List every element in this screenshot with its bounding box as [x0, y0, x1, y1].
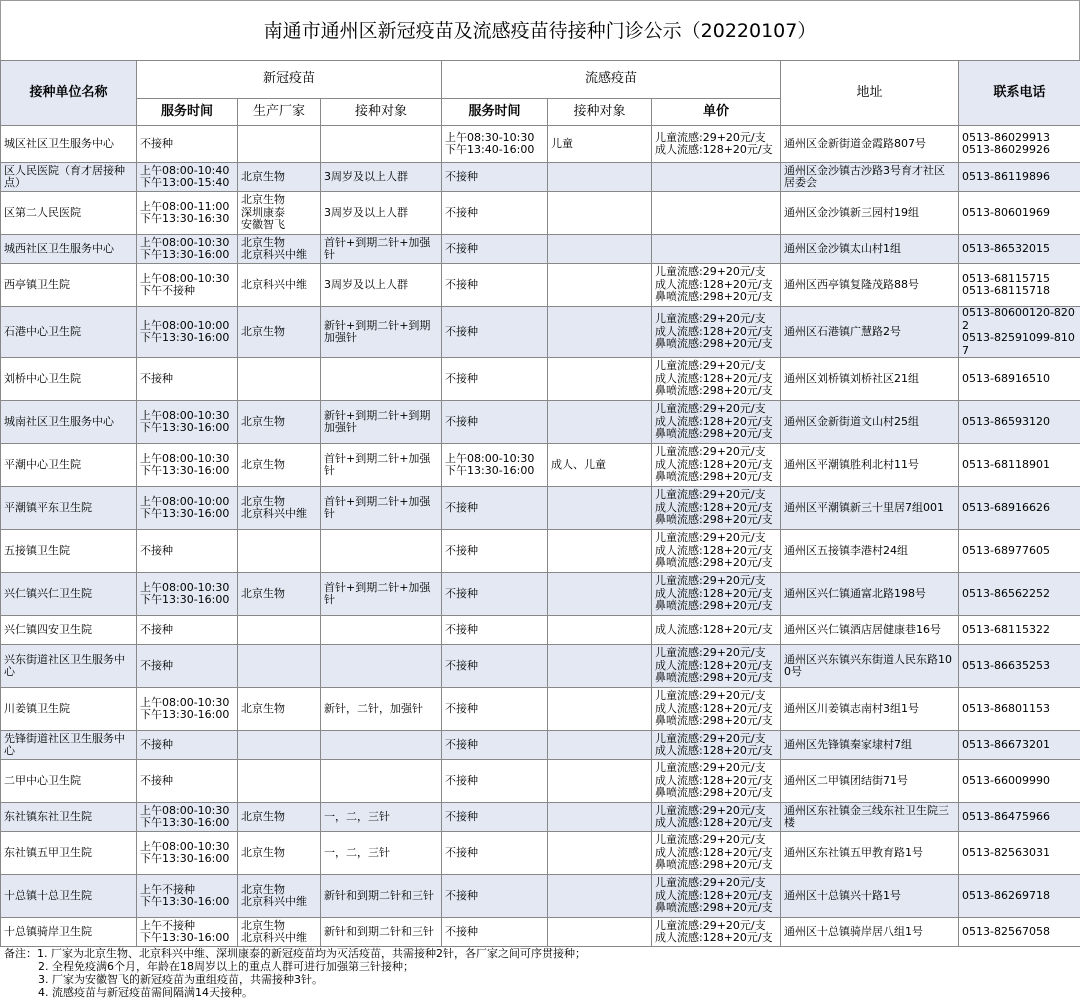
address-cell: 通州区金沙镇古沙路3号育才社区居委会	[781, 163, 959, 192]
header-covid-target: 接种对象	[321, 99, 442, 126]
clinic-table	[0, 60, 1080, 947]
flu-target-cell	[548, 192, 652, 235]
flu-price-cell	[652, 192, 781, 235]
covid-time-cell: 上午08:00-10:00 下午13:30-16:00	[137, 487, 238, 530]
page-title: 南通市通州区新冠疫苗及流感疫苗待接种门诊公示（20220107）	[0, 0, 1080, 60]
table-row	[1, 358, 1080, 401]
address-cell: 通州区兴仁镇酒店居健康巷16号	[781, 616, 959, 645]
phone-cell: 0513-82563031	[959, 832, 1080, 875]
unit-cell: 城南社区卫生服务中心	[1, 401, 137, 444]
flu-time-cell: 不接种	[442, 803, 548, 832]
table-row	[1, 918, 1080, 947]
covid-target-cell: 新针，二针，加强针	[321, 688, 442, 731]
flu-time-cell: 不接种	[442, 307, 548, 358]
flu-time-cell: 不接种	[442, 192, 548, 235]
phone-cell: 0513-82567058	[959, 918, 1080, 947]
covid-maker-cell: 北京生物 北京科兴中维	[238, 918, 321, 947]
covid-maker-cell: 北京生物 北京科兴中维	[238, 875, 321, 918]
table-row	[1, 875, 1080, 918]
covid-time-cell: 不接种	[137, 126, 238, 163]
covid-maker-cell: 北京生物	[238, 163, 321, 192]
covid-time-cell: 上午08:00-10:00 下午13:30-16:00	[137, 307, 238, 358]
covid-maker-cell: 北京生物	[238, 444, 321, 487]
flu-price-cell: 儿童流感:29+20元/支 成人流感:128+20元/支 鼻喷流感:298+20元/支	[652, 307, 781, 358]
flu-time-cell: 不接种	[442, 358, 548, 401]
flu-price-cell: 儿童流感:29+20元/支 成人流感:128+20元/支 鼻喷流感:298+20元/支	[652, 401, 781, 444]
note-1: 备注：1. 厂家为北京生物、北京科兴中维、深圳康泰的新冠疫苗均为灭活疫苗，共需接种2针，各厂家之间可序贯接种；	[4, 947, 586, 960]
table-row	[1, 444, 1080, 487]
covid-time-cell: 上午08:00-10:30 下午13:30-16:00	[137, 803, 238, 832]
covid-time-cell: 不接种	[137, 645, 238, 688]
note-2: 2. 全程免疫满6个月，年龄在18周岁以上的重点人群可进行加强第三针接种；	[38, 960, 414, 973]
flu-time-cell: 不接种	[442, 875, 548, 918]
phone-cell: 0513-68916626	[959, 487, 1080, 530]
flu-target-cell	[548, 731, 652, 760]
covid-target-cell	[321, 616, 442, 645]
covid-maker-cell: 北京生物 北京科兴中维	[238, 487, 321, 530]
covid-target-cell	[321, 126, 442, 163]
covid-time-cell: 上午08:00-10:30 下午13:30-16:00	[137, 573, 238, 616]
covid-target-cell: 首针+到期二针+加强针	[321, 573, 442, 616]
flu-target-cell	[548, 832, 652, 875]
table-row	[1, 487, 1080, 530]
table-row	[1, 645, 1080, 688]
flu-target-cell	[548, 307, 652, 358]
unit-cell: 平潮中心卫生院	[1, 444, 137, 487]
table-row	[1, 688, 1080, 731]
flu-price-cell: 儿童流感:29+20元/支 成人流感:128+20元/支 鼻喷流感:298+20元/支	[652, 264, 781, 307]
covid-target-cell: 首针+到期二针+加强针	[321, 487, 442, 530]
covid-time-cell: 上午08:00-10:30 下午13:30-16:00	[137, 832, 238, 875]
flu-target-cell	[548, 803, 652, 832]
flu-time-cell: 不接种	[442, 616, 548, 645]
covid-target-cell: 新针+到期二针+到期加强针	[321, 401, 442, 444]
covid-target-cell: 3周岁及以上人群	[321, 192, 442, 235]
header-flu-target: 接种对象	[548, 99, 652, 126]
unit-cell: 十总镇骑岸卫生院	[1, 918, 137, 947]
header-covid: 新冠疫苗	[137, 61, 442, 99]
covid-maker-cell	[238, 616, 321, 645]
table-body	[1, 126, 1080, 947]
flu-target-cell	[548, 487, 652, 530]
address-cell: 通州区十总镇兴十路1号	[781, 875, 959, 918]
address-cell: 通州区金沙镇新三园村19组	[781, 192, 959, 235]
header-flu: 流感疫苗	[442, 61, 781, 99]
phone-cell: 0513-80600120-8202 0513-82591099-8107	[959, 307, 1080, 358]
phone-cell: 0513-86119896	[959, 163, 1080, 192]
covid-maker-cell: 北京生物	[238, 832, 321, 875]
flu-target-cell	[548, 358, 652, 401]
flu-target-cell	[548, 688, 652, 731]
address-cell: 通州区西亭镇复隆茂路88号	[781, 264, 959, 307]
flu-time-cell: 不接种	[442, 264, 548, 307]
covid-maker-cell: 北京生物	[238, 401, 321, 444]
flu-price-cell: 儿童流感:29+20元/支 成人流感:128+20元/支 鼻喷流感:298+20元/支	[652, 832, 781, 875]
address-cell: 通州区二甲镇团结街71号	[781, 760, 959, 803]
flu-target-cell	[548, 616, 652, 645]
phone-cell: 0513-86562252	[959, 573, 1080, 616]
flu-time-cell: 不接种	[442, 645, 548, 688]
unit-cell: 兴东街道社区卫生服务中心	[1, 645, 137, 688]
covid-time-cell: 上午08:00-10:30 下午13:30-16:00	[137, 688, 238, 731]
flu-target-cell	[548, 645, 652, 688]
flu-price-cell: 儿童流感:29+20元/支 成人流感:128+20元/支	[652, 731, 781, 760]
covid-maker-cell: 北京生物	[238, 573, 321, 616]
covid-maker-cell	[238, 358, 321, 401]
phone-cell: 0513-68977605	[959, 530, 1080, 573]
phone-cell: 0513-66009990	[959, 760, 1080, 803]
covid-target-cell: 3周岁及以上人群	[321, 163, 442, 192]
header-flu-price: 单价	[652, 99, 781, 126]
unit-cell: 十总镇十总卫生院	[1, 875, 137, 918]
table-row	[1, 264, 1080, 307]
flu-price-cell: 成人流感:128+20元/支	[652, 616, 781, 645]
table-row	[1, 760, 1080, 803]
flu-time-cell: 不接种	[442, 918, 548, 947]
phone-cell: 0513-68916510	[959, 358, 1080, 401]
flu-price-cell: 儿童流感:29+20元/支 成人流感:128+20元/支	[652, 126, 781, 163]
flu-price-cell: 儿童流感:29+20元/支 成人流感:128+20元/支 鼻喷流感:298+20元/支	[652, 358, 781, 401]
flu-price-cell: 儿童流感:29+20元/支 成人流感:128+20元/支 鼻喷流感:298+20元/支	[652, 760, 781, 803]
header-flu-time: 服务时间	[442, 99, 548, 126]
phone-cell: 0513-86029913 0513-86029926	[959, 126, 1080, 163]
unit-cell: 兴仁镇四安卫生院	[1, 616, 137, 645]
phone-cell: 0513-86475966	[959, 803, 1080, 832]
unit-cell: 区第二人民医院	[1, 192, 137, 235]
covid-time-cell: 上午不接种 下午13:30-16:00	[137, 875, 238, 918]
covid-target-cell: 一，二，三针	[321, 803, 442, 832]
covid-time-cell: 不接种	[137, 358, 238, 401]
unit-cell: 西亭镇卫生院	[1, 264, 137, 307]
flu-target-cell	[548, 401, 652, 444]
unit-cell: 刘桥中心卫生院	[1, 358, 137, 401]
unit-cell: 城区社区卫生服务中心	[1, 126, 137, 163]
table-row	[1, 803, 1080, 832]
flu-price-cell: 儿童流感:29+20元/支 成人流感:128+20元/支 鼻喷流感:298+20元/支	[652, 530, 781, 573]
covid-target-cell	[321, 530, 442, 573]
note-3: 3. 厂家为安徽智飞的新冠疫苗为重组疫苗，共需接种3针。	[38, 973, 323, 986]
flu-price-cell	[652, 163, 781, 192]
flu-price-cell	[652, 235, 781, 264]
unit-cell: 五接镇卫生院	[1, 530, 137, 573]
phone-cell: 0513-86801153	[959, 688, 1080, 731]
covid-time-cell: 上午08:00-10:30 下午不接种	[137, 264, 238, 307]
address-cell: 通州区兴东镇兴东街道人民东路100号	[781, 645, 959, 688]
flu-target-cell	[548, 875, 652, 918]
covid-time-cell: 不接种	[137, 731, 238, 760]
table-row	[1, 126, 1080, 163]
header-covid-time: 服务时间	[137, 99, 238, 126]
unit-cell: 东社镇东社卫生院	[1, 803, 137, 832]
address-cell: 通州区五接镇李港村24组	[781, 530, 959, 573]
phone-cell: 0513-68115322	[959, 616, 1080, 645]
covid-target-cell: 新针+到期二针+到期加强针	[321, 307, 442, 358]
flu-price-cell: 儿童流感:29+20元/支 成人流感:128+20元/支	[652, 918, 781, 947]
covid-target-cell: 新针和到期二针和三针	[321, 875, 442, 918]
phone-cell: 0513-68115715 0513-68115718	[959, 264, 1080, 307]
table-row	[1, 731, 1080, 760]
unit-cell: 川姜镇卫生院	[1, 688, 137, 731]
covid-target-cell: 3周岁及以上人群	[321, 264, 442, 307]
flu-time-cell: 不接种	[442, 163, 548, 192]
address-cell: 通州区兴仁镇通富北路198号	[781, 573, 959, 616]
unit-cell: 东社镇五甲卫生院	[1, 832, 137, 875]
unit-cell: 城西社区卫生服务中心	[1, 235, 137, 264]
address-cell: 通州区先锋镇秦家埭村7组	[781, 731, 959, 760]
address-cell: 通州区金新街道文山村25组	[781, 401, 959, 444]
covid-maker-cell: 北京生物	[238, 688, 321, 731]
unit-cell: 平潮镇平东卫生院	[1, 487, 137, 530]
covid-maker-cell: 北京生物	[238, 803, 321, 832]
table-row	[1, 401, 1080, 444]
flu-price-cell: 儿童流感:29+20元/支 成人流感:128+20元/支	[652, 803, 781, 832]
flu-target-cell	[548, 530, 652, 573]
table-row	[1, 573, 1080, 616]
flu-time-cell: 不接种	[442, 760, 548, 803]
table-row	[1, 235, 1080, 264]
header-unit: 接种单位名称	[1, 61, 137, 126]
address-cell: 通州区平潮镇新三十里居7组001	[781, 487, 959, 530]
address-cell: 通州区石港镇广慧路2号	[781, 307, 959, 358]
flu-price-cell: 儿童流感:29+20元/支 成人流感:128+20元/支 鼻喷流感:298+20元/支	[652, 688, 781, 731]
flu-time-cell: 不接种	[442, 688, 548, 731]
address-cell: 通州区金沙镇太山村1组	[781, 235, 959, 264]
flu-target-cell	[548, 264, 652, 307]
header-phone: 联系电话	[959, 61, 1080, 126]
notes	[0, 947, 1080, 999]
phone-cell: 0513-86593120	[959, 401, 1080, 444]
address-cell: 通州区十总镇骑岸居八组1号	[781, 918, 959, 947]
covid-maker-cell: 北京科兴中维	[238, 264, 321, 307]
flu-price-cell: 儿童流感:29+20元/支 成人流感:128+20元/支 鼻喷流感:298+20元/支	[652, 645, 781, 688]
flu-time-cell: 不接种	[442, 401, 548, 444]
flu-price-cell: 儿童流感:29+20元/支 成人流感:128+20元/支 鼻喷流感:298+20元/支	[652, 573, 781, 616]
flu-price-cell: 儿童流感:29+20元/支 成人流感:128+20元/支 鼻喷流感:298+20元/支	[652, 487, 781, 530]
covid-maker-cell	[238, 645, 321, 688]
table-row	[1, 616, 1080, 645]
phone-cell: 0513-86673201	[959, 731, 1080, 760]
flu-price-cell: 儿童流感:29+20元/支 成人流感:128+20元/支 鼻喷流感:298+20元/支	[652, 875, 781, 918]
table-row	[1, 307, 1080, 358]
flu-time-cell: 不接种	[442, 832, 548, 875]
table-row	[1, 832, 1080, 875]
flu-target-cell	[548, 573, 652, 616]
covid-maker-cell	[238, 126, 321, 163]
covid-maker-cell	[238, 760, 321, 803]
header-covid-maker: 生产厂家	[238, 99, 321, 126]
covid-maker-cell	[238, 731, 321, 760]
covid-time-cell: 上午08:00-10:30 下午13:30-16:00	[137, 401, 238, 444]
covid-target-cell: 首针+到期二针+加强针	[321, 444, 442, 487]
covid-target-cell: 首针+到期二针+加强针	[321, 235, 442, 264]
covid-time-cell: 上午08:00-11:00 下午13:30-16:30	[137, 192, 238, 235]
flu-target-cell	[548, 163, 652, 192]
phone-cell: 0513-86269718	[959, 875, 1080, 918]
covid-target-cell	[321, 645, 442, 688]
covid-time-cell: 不接种	[137, 530, 238, 573]
table-row	[1, 163, 1080, 192]
address-cell: 通州区平潮镇胜利北村11号	[781, 444, 959, 487]
covid-time-cell: 上午08:00-10:30 下午13:30-16:00	[137, 235, 238, 264]
covid-target-cell: 新针和到期二针和三针	[321, 918, 442, 947]
phone-cell: 0513-68118901	[959, 444, 1080, 487]
flu-price-cell: 儿童流感:29+20元/支 成人流感:128+20元/支 鼻喷流感:298+20元/支	[652, 444, 781, 487]
unit-cell: 先锋街道社区卫生服务中心	[1, 731, 137, 760]
flu-target-cell	[548, 760, 652, 803]
flu-target-cell: 成人、儿童	[548, 444, 652, 487]
covid-time-cell: 上午08:00-10:40 下午13:00-15:40	[137, 163, 238, 192]
phone-cell: 0513-80601969	[959, 192, 1080, 235]
unit-cell: 石港中心卫生院	[1, 307, 137, 358]
table-row	[1, 192, 1080, 235]
flu-time-cell: 不接种	[442, 487, 548, 530]
unit-cell: 区人民医院（育才居接种点）	[1, 163, 137, 192]
covid-target-cell	[321, 731, 442, 760]
flu-time-cell: 不接种	[442, 731, 548, 760]
address-cell: 通州区金新街道金霞路807号	[781, 126, 959, 163]
phone-cell: 0513-86532015	[959, 235, 1080, 264]
flu-time-cell: 上午08:00-10:30 下午13:30-16:00	[442, 444, 548, 487]
unit-cell: 兴仁镇兴仁卫生院	[1, 573, 137, 616]
covid-time-cell: 上午不接种 下午13:30-16:00	[137, 918, 238, 947]
address-cell: 通州区川姜镇志南村3组1号	[781, 688, 959, 731]
unit-cell: 二甲中心卫生院	[1, 760, 137, 803]
covid-maker-cell: 北京生物	[238, 307, 321, 358]
address-cell: 通州区东社镇金三线东社卫生院三楼	[781, 803, 959, 832]
table-row	[1, 530, 1080, 573]
flu-target-cell: 儿童	[548, 126, 652, 163]
covid-time-cell: 上午08:00-10:30 下午13:30-16:00	[137, 444, 238, 487]
header-address: 地址	[781, 61, 959, 126]
covid-time-cell: 不接种	[137, 616, 238, 645]
covid-target-cell	[321, 358, 442, 401]
covid-target-cell: 一，二，三针	[321, 832, 442, 875]
flu-time-cell: 上午08:30-10:30 下午13:40-16:00	[442, 126, 548, 163]
phone-cell: 0513-86635253	[959, 645, 1080, 688]
flu-time-cell: 不接种	[442, 573, 548, 616]
flu-time-cell: 不接种	[442, 235, 548, 264]
covid-maker-cell: 北京生物 北京科兴中维	[238, 235, 321, 264]
covid-maker-cell	[238, 530, 321, 573]
address-cell: 通州区刘桥镇刘桥社区21组	[781, 358, 959, 401]
flu-time-cell: 不接种	[442, 530, 548, 573]
flu-target-cell	[548, 918, 652, 947]
flu-target-cell	[548, 235, 652, 264]
covid-time-cell: 不接种	[137, 760, 238, 803]
address-cell: 通州区东社镇五甲教育路1号	[781, 832, 959, 875]
note-4: 4. 流感疫苗与新冠疫苗需间隔满14天接种。	[38, 986, 253, 999]
covid-maker-cell: 北京生物 深圳康泰 安徽智飞	[238, 192, 321, 235]
covid-target-cell	[321, 760, 442, 803]
